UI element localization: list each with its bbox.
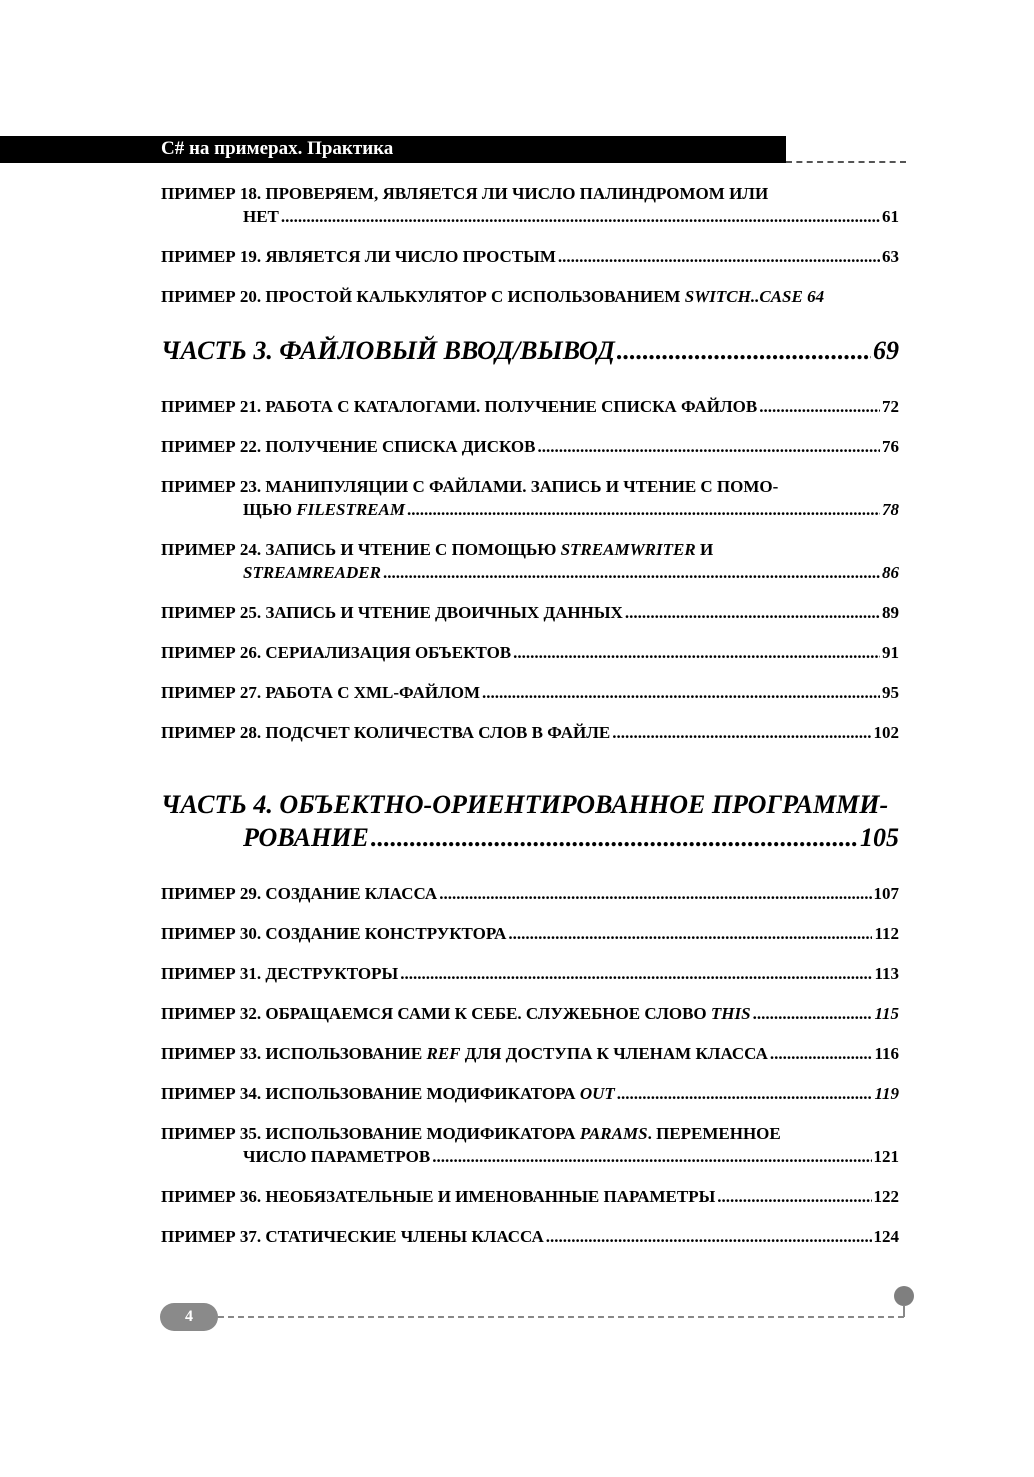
toc-page-number: 61	[882, 207, 899, 226]
leader-dots	[770, 1042, 873, 1065]
page-number-badge	[160, 1303, 218, 1331]
toc-entry-title: ПРИМЕР 23. МАНИПУЛЯЦИИ С ФАЙЛАМИ. ЗАПИСЬ И ЧТЕНИЕ С ПОМО-	[161, 477, 779, 496]
leader-dots	[617, 334, 871, 367]
toc-entry-24[interactable]	[161, 538, 899, 584]
toc-entry-title: ПРИМЕР 21. РАБОТА С КАТАЛОГАМИ. ПОЛУЧЕНИЕ СПИСКА ФАЙЛОВ	[161, 397, 758, 416]
leader-dots	[546, 1225, 872, 1248]
toc-entry-title: ПРИМЕР 37. СТАТИЧЕСКИЕ ЧЛЕНЫ КЛАССА	[161, 1227, 544, 1246]
toc-entry-33[interactable]	[161, 1042, 899, 1065]
header-dotted-rule	[786, 161, 906, 163]
leader-dots	[407, 498, 880, 521]
toc-entry-title: ПРИМЕР 26. СЕРИАЛИЗАЦИЯ ОБЪЕКТОВ	[161, 643, 512, 662]
toc-page-number: 78	[882, 500, 899, 519]
toc-entry-title-cont: ЩЬЮ	[243, 500, 297, 519]
toc-page-number: 95	[882, 683, 899, 702]
toc-entry-title-tail: ДЛЯ ДОСТУПА К ЧЛЕНАМ КЛАССА	[460, 1044, 768, 1063]
toc-entry-keyword: FILESTREAM	[296, 500, 405, 519]
toc-entry-title: ПРИМЕР 32. ОБРАЩАЕМСЯ САМИ К СЕБЕ. СЛУЖЕБНОЕ СЛОВО	[161, 1004, 711, 1023]
toc-part-4[interactable]	[161, 788, 899, 854]
toc-entry-title: ПРИМЕР 33. ИСПОЛЬЗОВАНИЕ	[161, 1044, 427, 1063]
toc-entry-28[interactable]	[161, 721, 899, 744]
toc-entry-title: ПРИМЕР 31. ДЕСТРУКТОРЫ	[161, 964, 399, 983]
toc-entry-title: ПРИМЕР 22. ПОЛУЧЕНИЕ СПИСКА ДИСКОВ	[161, 437, 536, 456]
leader-dots	[759, 395, 880, 418]
toc-entry-title-tail: И	[695, 540, 714, 559]
toc-part-title: ЧАСТЬ 4. ОБЪЕКТНО-ОРИЕНТИРОВАННОЕ ПРОГРАММИ-	[161, 790, 889, 819]
leader-dots	[753, 1002, 873, 1025]
toc-entry-title-cont: ЧИСЛО ПАРАМЕТРОВ	[243, 1147, 431, 1166]
toc-page-number: 91	[882, 643, 899, 662]
toc-entry-21[interactable]	[161, 395, 899, 418]
toc-part-3[interactable]	[161, 334, 899, 367]
toc-entry-title-tail: . ПЕРЕМЕННОЕ	[647, 1124, 781, 1143]
toc-page-number: 69	[873, 336, 899, 365]
toc-page-number: 76	[882, 437, 899, 456]
toc-entry-32[interactable]	[161, 1002, 899, 1025]
footer-circle-ornament	[894, 1286, 914, 1306]
toc-entry-keyword: THIS	[710, 1004, 751, 1023]
toc-page-number: 86	[882, 563, 899, 582]
toc-entry-title: ПРИМЕР 28. ПОДСЧЕТ КОЛИЧЕСТВА СЛОВ В ФАЙЛЕ	[161, 723, 611, 742]
footer-dotted-rule	[218, 1316, 904, 1318]
toc-page-number: 112	[874, 924, 899, 943]
toc-entry-title: ПРИМЕР 24. ЗАПИСЬ И ЧТЕНИЕ С ПОМОЩЬЮ	[161, 540, 561, 559]
leader-dots	[537, 435, 880, 458]
running-header-title: C# на примерах. Практика	[161, 138, 394, 159]
toc-part-title-cont: РОВАНИЕ	[243, 823, 369, 852]
toc-entry-keyword: REF	[426, 1044, 461, 1063]
leader-dots	[508, 922, 872, 945]
leader-dots	[625, 601, 880, 624]
leader-dots	[612, 721, 871, 744]
toc-entry-31[interactable]	[161, 962, 899, 985]
toc-entry-keyword: STREAMWRITER	[560, 540, 696, 559]
toc-page-number: 122	[873, 1187, 899, 1206]
toc-entry-23[interactable]	[161, 475, 899, 521]
toc-entry-keyword: OUT	[579, 1084, 615, 1103]
toc-page-number: 107	[873, 884, 899, 903]
toc-page-number: 63	[882, 247, 899, 266]
leader-dots	[617, 1082, 873, 1105]
leader-dots	[400, 962, 872, 985]
toc-entry-26[interactable]	[161, 641, 899, 664]
table-of-contents	[161, 182, 899, 1265]
page-number: 4	[185, 1308, 193, 1325]
leader-dots	[482, 681, 880, 704]
toc-page-number: 102	[873, 723, 899, 742]
toc-entry-title: ПРИМЕР 20. ПРОСТОЙ КАЛЬКУЛЯТОР С ИСПОЛЬЗОВАНИЕМ	[161, 287, 685, 306]
toc-entry-title: ПРИМЕР 18. ПРОВЕРЯЕМ, ЯВЛЯЕТСЯ ЛИ ЧИСЛО ПАЛИНДРОМОМ ИЛИ	[161, 184, 769, 203]
toc-entry-keyword: SWITCH..CASE	[684, 287, 803, 306]
toc-part-title: ЧАСТЬ 3. ФАЙЛОВЫЙ ВВОД/ВЫВОД	[161, 336, 615, 365]
leader-dots	[383, 561, 880, 584]
toc-entry-20[interactable]	[161, 285, 899, 308]
leader-dots	[281, 205, 880, 228]
toc-entry-title: ПРИМЕР 34. ИСПОЛЬЗОВАНИЕ МОДИФИКАТОРА	[161, 1084, 580, 1103]
toc-entry-title-cont: НЕТ	[243, 207, 279, 226]
leader-dots	[717, 1185, 871, 1208]
toc-entry-35[interactable]	[161, 1122, 899, 1168]
toc-entry-36[interactable]	[161, 1185, 899, 1208]
toc-entry-title: ПРИМЕР 30. СОЗДАНИЕ КОНСТРУКТОРА	[161, 924, 507, 943]
toc-entry-27[interactable]	[161, 681, 899, 704]
toc-entry-19[interactable]	[161, 245, 899, 268]
toc-entry-title: ПРИМЕР 27. РАБОТА С XML-ФАЙЛОМ	[161, 683, 481, 702]
toc-entry-keyword: PARAMS	[579, 1124, 648, 1143]
leader-dots	[558, 245, 880, 268]
toc-page-number: 115	[874, 1004, 899, 1023]
running-header	[0, 136, 786, 163]
toc-entry-title: ПРИМЕР 35. ИСПОЛЬЗОВАНИЕ МОДИФИКАТОРА	[161, 1124, 580, 1143]
toc-page-number: 119	[874, 1084, 899, 1103]
toc-page-number: 124	[873, 1227, 899, 1246]
toc-page-number: 113	[874, 964, 899, 983]
toc-entry-22[interactable]	[161, 435, 899, 458]
leader-dots	[513, 641, 880, 664]
toc-page-number: 105	[860, 823, 899, 852]
toc-page-number: 64	[807, 287, 825, 306]
toc-entry-25[interactable]	[161, 601, 899, 624]
toc-entry-title: ПРИМЕР 29. СОЗДАНИЕ КЛАССА	[161, 884, 438, 903]
toc-entry-title: ПРИМЕР 19. ЯВЛЯЕТСЯ ЛИ ЧИСЛО ПРОСТЫМ	[161, 247, 556, 266]
toc-entry-34[interactable]	[161, 1082, 899, 1105]
toc-page-number: 116	[874, 1044, 899, 1063]
leader-dots	[371, 821, 858, 854]
toc-entry-37[interactable]	[161, 1225, 899, 1248]
toc-page-number: 121	[873, 1147, 899, 1166]
toc-page-number: 72	[882, 397, 899, 416]
toc-entry-keyword: STREAMREADER	[243, 563, 381, 582]
toc-entry-18[interactable]	[161, 182, 899, 228]
toc-entry-title: ПРИМЕР 36. НЕОБЯЗАТЕЛЬНЫЕ И ИМЕНОВАННЫЕ ПАРАМЕТРЫ	[161, 1187, 716, 1206]
toc-entry-29[interactable]	[161, 882, 899, 905]
leader-dots	[432, 1145, 871, 1168]
toc-entry-30[interactable]	[161, 922, 899, 945]
leader-dots	[439, 882, 871, 905]
toc-entry-title: ПРИМЕР 25. ЗАПИСЬ И ЧТЕНИЕ ДВОИЧНЫХ ДАННЫХ	[161, 603, 623, 622]
toc-page-number: 89	[882, 603, 899, 622]
